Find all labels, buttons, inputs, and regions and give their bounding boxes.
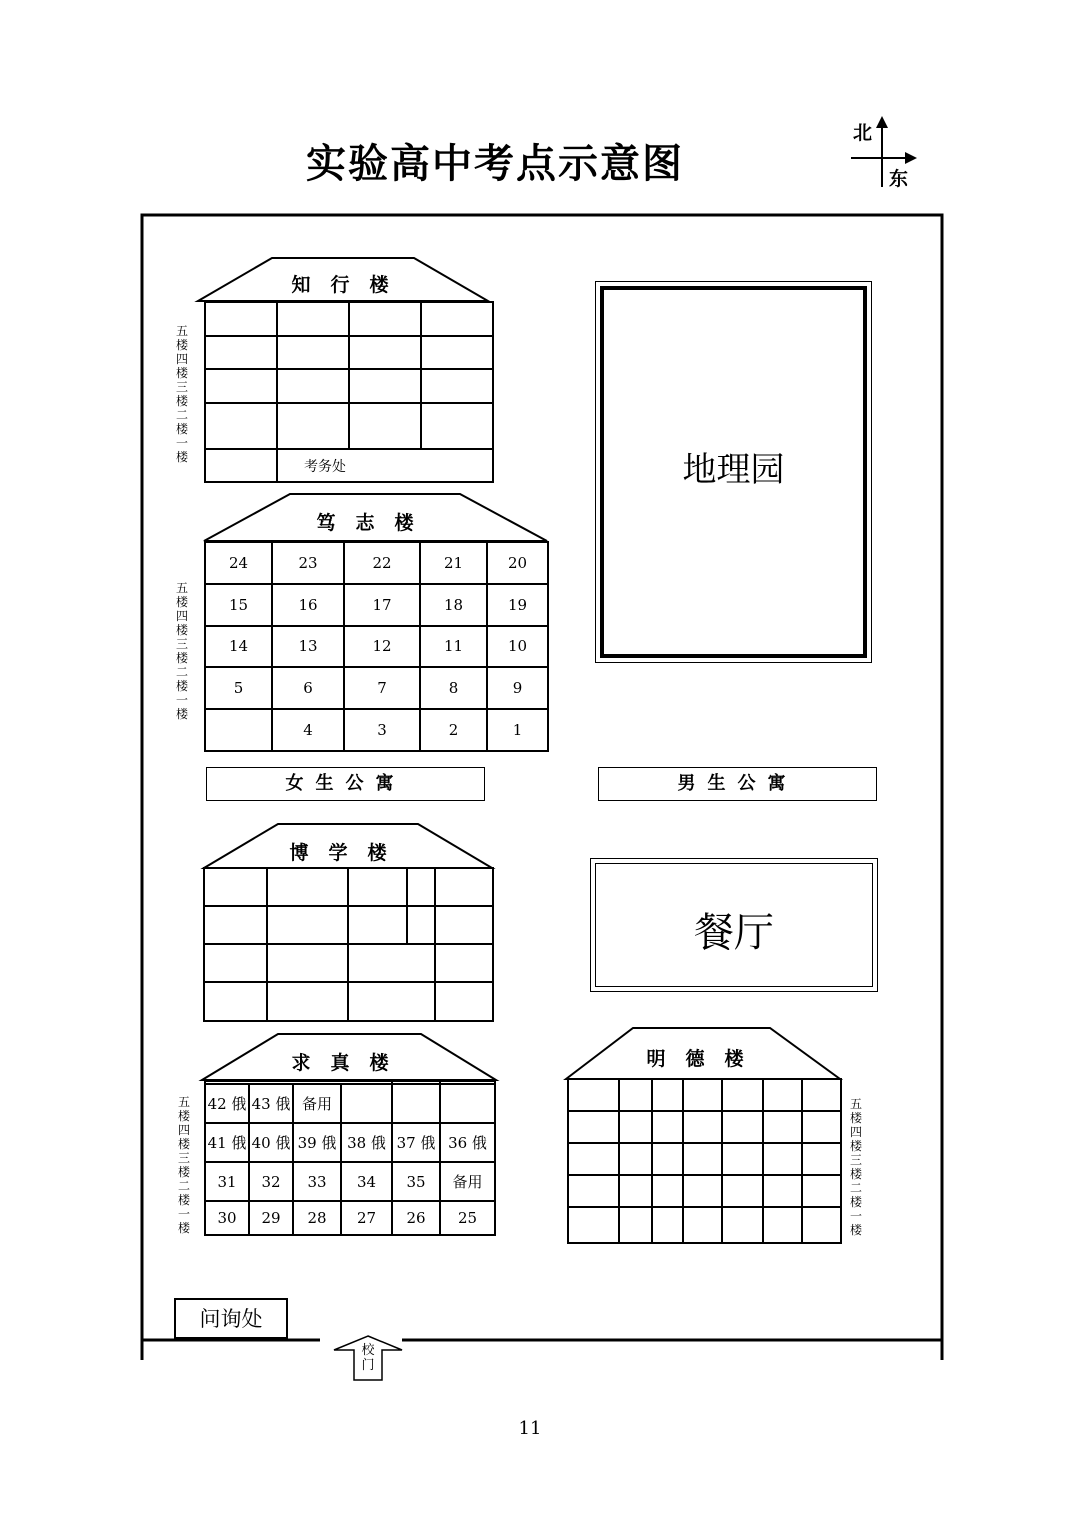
- room: 42 俄: [205, 1084, 249, 1123]
- room: 20: [487, 542, 548, 584]
- east-label: 东: [889, 168, 909, 190]
- room: 3: [344, 709, 420, 751]
- room: 10: [487, 626, 548, 668]
- room: 22: [344, 542, 420, 584]
- room: 5: [205, 667, 272, 709]
- room: 24: [205, 542, 272, 584]
- north-label: 北: [853, 122, 873, 144]
- room: 28: [293, 1201, 341, 1235]
- room: 43 俄: [249, 1084, 293, 1123]
- exam-office: 考务处: [277, 449, 493, 482]
- room: 23: [272, 542, 344, 584]
- room: 39 俄: [293, 1123, 341, 1162]
- qiuzhen-floors: 五楼 四楼 三楼 二楼 一楼: [177, 1095, 190, 1235]
- room: 40 俄: [249, 1123, 293, 1162]
- room: 37 俄: [392, 1123, 440, 1162]
- room: 7: [344, 667, 420, 709]
- room: 29: [249, 1201, 293, 1235]
- room: 16: [272, 584, 344, 626]
- info-desk: 问询处: [174, 1298, 288, 1339]
- room: 8: [420, 667, 487, 709]
- room: 15: [205, 584, 272, 626]
- room: 21: [420, 542, 487, 584]
- room: 1: [487, 709, 548, 751]
- room: 35: [392, 1162, 440, 1201]
- room: 41 俄: [205, 1123, 249, 1162]
- room: 备用: [440, 1162, 495, 1201]
- room: 26: [392, 1201, 440, 1235]
- room: 14: [205, 626, 272, 668]
- boys-dorm: 男生公寓: [598, 767, 877, 801]
- room: 19: [487, 584, 548, 626]
- page-number: 11: [518, 1418, 542, 1439]
- room: 4: [272, 709, 344, 751]
- geography-garden-label: 地理园: [682, 450, 785, 490]
- room: 34: [341, 1162, 392, 1201]
- room: 6: [272, 667, 344, 709]
- room: 13: [272, 626, 344, 668]
- gate-label: 校门: [361, 1343, 375, 1373]
- room: 9: [487, 667, 548, 709]
- boxue-name: 博学楼: [289, 842, 407, 864]
- mingde-name: 明德楼: [646, 1048, 764, 1070]
- room: 2: [420, 709, 487, 751]
- room: 33: [293, 1162, 341, 1201]
- qiuzhen-name: 求真楼: [291, 1052, 409, 1074]
- room: 30: [205, 1201, 249, 1235]
- room: 38 俄: [341, 1123, 392, 1162]
- mingde-floors: 五楼 四楼 三楼 二楼 一楼: [849, 1097, 862, 1237]
- room: 11: [420, 626, 487, 668]
- room: 32: [249, 1162, 293, 1201]
- room: 25: [440, 1201, 495, 1235]
- room: 备用: [293, 1084, 341, 1123]
- page-title: 实验高中考点示意图: [306, 141, 684, 187]
- duzhi-floors: 五楼 四楼 三楼 二楼 一楼: [175, 581, 188, 721]
- room: 18: [420, 584, 487, 626]
- girls-dorm: 女生公寓: [206, 767, 485, 801]
- duzhi-name: 笃志楼: [316, 512, 434, 534]
- zhixing-floors: 五楼 四楼 三楼 二楼 一楼: [175, 324, 188, 464]
- zhixing-name: 知行楼: [291, 274, 409, 296]
- room: 31: [205, 1162, 249, 1201]
- canteen-label: 餐厅: [694, 910, 774, 956]
- room: 17: [344, 584, 420, 626]
- room: 27: [341, 1201, 392, 1235]
- room: 12: [344, 626, 420, 668]
- room: 36 俄: [440, 1123, 495, 1162]
